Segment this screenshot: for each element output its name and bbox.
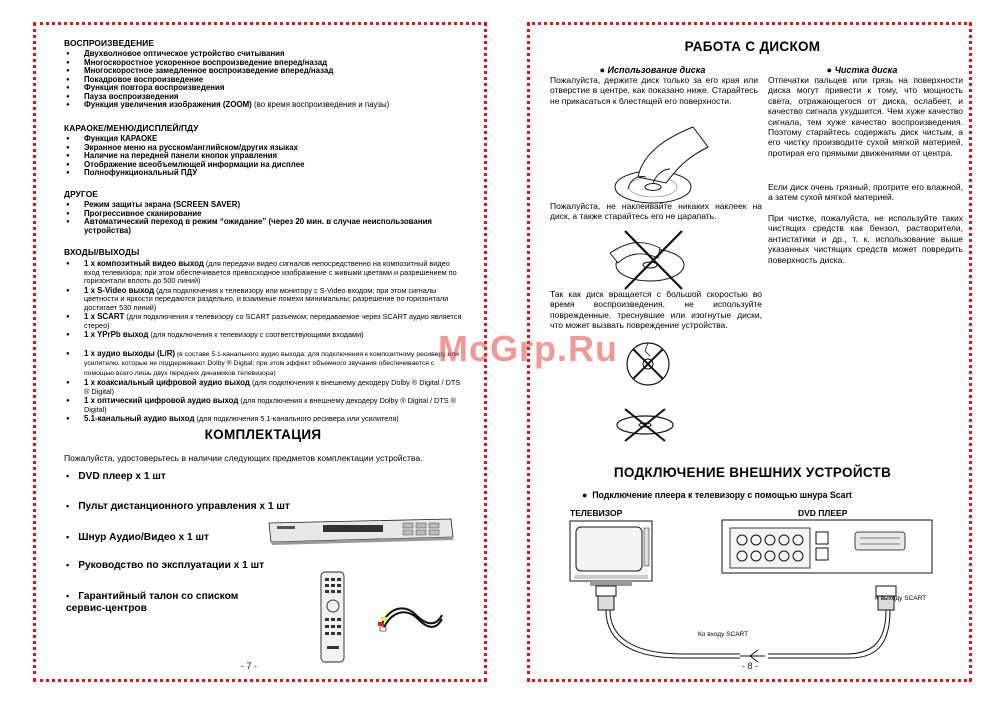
connect-title: ПОДКЛЮЧЕНИЕ ВНЕШНИХ УСТРОЙСТВ (613, 465, 892, 480)
watermark: McGrp.Ru (438, 328, 619, 369)
zoom-item: Функция увеличения изображения (ZOOM) (84, 100, 252, 109)
page-number: - 7 - (241, 661, 258, 671)
list-item: ● Отображение всеобъемлющей информации на дисплее (64, 161, 474, 170)
dvd-player-image (263, 515, 458, 547)
list-item: ● 1 x S-Video выход (для подключения к телевизору или монитору с S-Video входом; при этом сигналы цветности и яркости передаются раздельно, и взаимные помехи минимальны; разрешение по горизонтали достигает 530 линий) (64, 287, 464, 313)
bent-disc-image (613, 403, 678, 443)
kit-intro: Пожалуйста, удостоверьтесь в наличии следующих предметов комплектации устройства. (64, 453, 423, 463)
kit-item-warranty: ▪ Гарантийный талон со списком сервис-центров (66, 590, 276, 615)
dvd-rear-panel-image (720, 518, 935, 578)
list-item: ● 1 x композитный видео выход (для передачи видео сигналов непосредственно на композитный видео вход телевизора; при этом обеспечивается превосходное изображение с живыми цветами и разрешением по горизонтали вплоть до 500 линий) (64, 260, 464, 286)
page-7 (33, 22, 487, 682)
io-heading: ВХОДЫ/ВЫХОДЫ (64, 247, 140, 257)
kit-title: КОМПЛЕКТАЦИЯ (204, 427, 322, 442)
list-item: ● Режим защиты экрана (SCREEN SAVER) (64, 201, 464, 210)
list-item: ● 1 x оптический цифровой аудио выход (для подключения к внешнему декодеру Dolby ® Digital / DTS ® Digital) (64, 397, 464, 414)
hand-disc-image (608, 117, 718, 212)
zoom-note: (во время воспроизведения и паузы) (251, 100, 390, 109)
io-list (64, 260, 464, 425)
dvd-label: DVD ПЛЕЕР (798, 508, 848, 518)
cleaning-heading: ● Чистка диска (826, 65, 898, 75)
list-item: ● Пауза воспроизведения (64, 93, 474, 102)
karaoke-heading: КАРАОКЕ/МЕНЮ/ДИСПЛЕЙ/ПДУ (64, 123, 199, 133)
other-list (64, 201, 464, 235)
usage-text-1: Пожалуйста, держите диск только за его края или отверстие в центре, как показано ниже. Старайтесь не прикасаться к блестящей его поверхности. (550, 75, 758, 106)
usage-text-2: Пожалуйста, не наклеивайте никаких наклеек на диск, а также старайтесь его не царапать. (550, 201, 762, 222)
cracked-disc-image (623, 339, 673, 389)
list-item: ● Функция повтора воспроизведения (64, 84, 474, 93)
list-item: ● Функция КАРАОКЕ (64, 135, 474, 144)
kit-item-remote: ▪ Пульт дистанционного управления х 1 шт (66, 501, 290, 512)
kit-item-dvd: ▪ DVD плеер х 1 шт (66, 471, 166, 482)
list-item: ● Автоматический переход в режим “ожидание” (через 20 мин. в случае неиспользования устройства) (64, 218, 464, 235)
cleaning-text-2: Если диск очень грязный, протрите его влажной, а затем сухой мягкой материей. (768, 182, 963, 203)
list-item: ● 5.1-канальный аудио выход (для подключения 5.1-канального ресивера или усилителя) (64, 415, 464, 424)
list-item: ● Полнофункциональный ПДУ (64, 169, 474, 178)
list-item: ● 1 x коаксиальный цифровой аудио выход (для подключения к внешнему декодеру Dolby ® Digital / DTS ® Digital) (64, 379, 464, 396)
cleaning-text-3: При чистке, пожалуйста, не используйте таких чистящих средств как бензол, растворители, антистатики и др., т. к. использование выше указанных чистящих средств может повредить поверхность диска. (768, 213, 963, 265)
scart-in-label: Ко входу SCART (698, 631, 749, 638)
tv-image (568, 518, 658, 588)
list-item: ● Прогрессивное сканирование (64, 210, 464, 219)
list-item: ● 1 x аудио выходы (L/R) (в составе 5.1-канального аудио выхода; для подключения к композитному ресиверу или усилителю, которые не поддерживают Dolby ® Digital; при этом эффект объемного звучания обеспечивается с помощью всего лишь двух передних динамиков телевизора) (64, 350, 464, 379)
list-item: ● 1 x YPrPb выход (для подключения к телевизору с соответствующими входами) (64, 331, 464, 340)
usage-heading: ● Использование диска (599, 65, 706, 75)
list-item: ● Экранное меню на русском/английском/других языках (64, 144, 474, 153)
usage-text-3: Так как диск вращается с большой скоростью во время воспроизведения, не используйте поврежденные, треснувшие или изогнутые диски, что может вызвать повреждение устройства. (550, 289, 762, 331)
list-item: ● Наличие на передней панели кнопок управления (64, 152, 474, 161)
list-item: ● 1 x SCART (для подключения к телевизору со SCART разъемом; передаваемое через SCART аудио является стерео) (64, 313, 464, 330)
scart-out-label: К выходу SCART (875, 595, 927, 602)
disc-title: РАБОТА С ДИСКОМ (684, 39, 821, 54)
list-item: ● Покадровое воспроизведение (64, 76, 474, 85)
karaoke-list (64, 135, 474, 178)
other-heading: ДРУГОЕ (64, 189, 98, 199)
av-cable-image (376, 595, 446, 635)
list-item (64, 101, 474, 110)
no-sticker-image (600, 223, 700, 293)
kit-item-cable: ▪ Шнур Аудио/Видео х 1 шт (66, 532, 209, 543)
remote-image (318, 570, 348, 665)
tv-label: ТЕЛЕВИЗОР (570, 508, 623, 518)
list-item: ● Многоскоростное ускоренное воспроизведение вперед/назад (64, 59, 474, 68)
list-item: ● Двухволновое оптическое устройство считывания (64, 50, 474, 59)
playback-heading: ВОСПРОИЗВЕДЕНИЕ (64, 38, 155, 48)
playback-list (64, 50, 474, 110)
cleaning-text-1: Отпечатки пальцев или грязь на поверхности диска могут привести к тому, что мощность света, отражающегося от диска, ослабеет, и качество сигнала ухудшится. Чем хуже качество сигнала, тем хуже качество воспроизведения. Поэтому старайтесь содержать диск чистым, а его чистку производите сухой мягкой материей, протирая его прямыми движениями от центра. (768, 75, 963, 158)
kit-item-manual: ▪ Руководство по эксплуатации х 1 шт (66, 560, 264, 571)
page-number: - 8 - (742, 661, 759, 671)
connect-subtitle: ● Подключение плеера к телевизору с помощью шнура Scart (582, 490, 852, 500)
list-item: ● Многоскоростное замедленное воспроизведение вперед/назад (64, 67, 474, 76)
